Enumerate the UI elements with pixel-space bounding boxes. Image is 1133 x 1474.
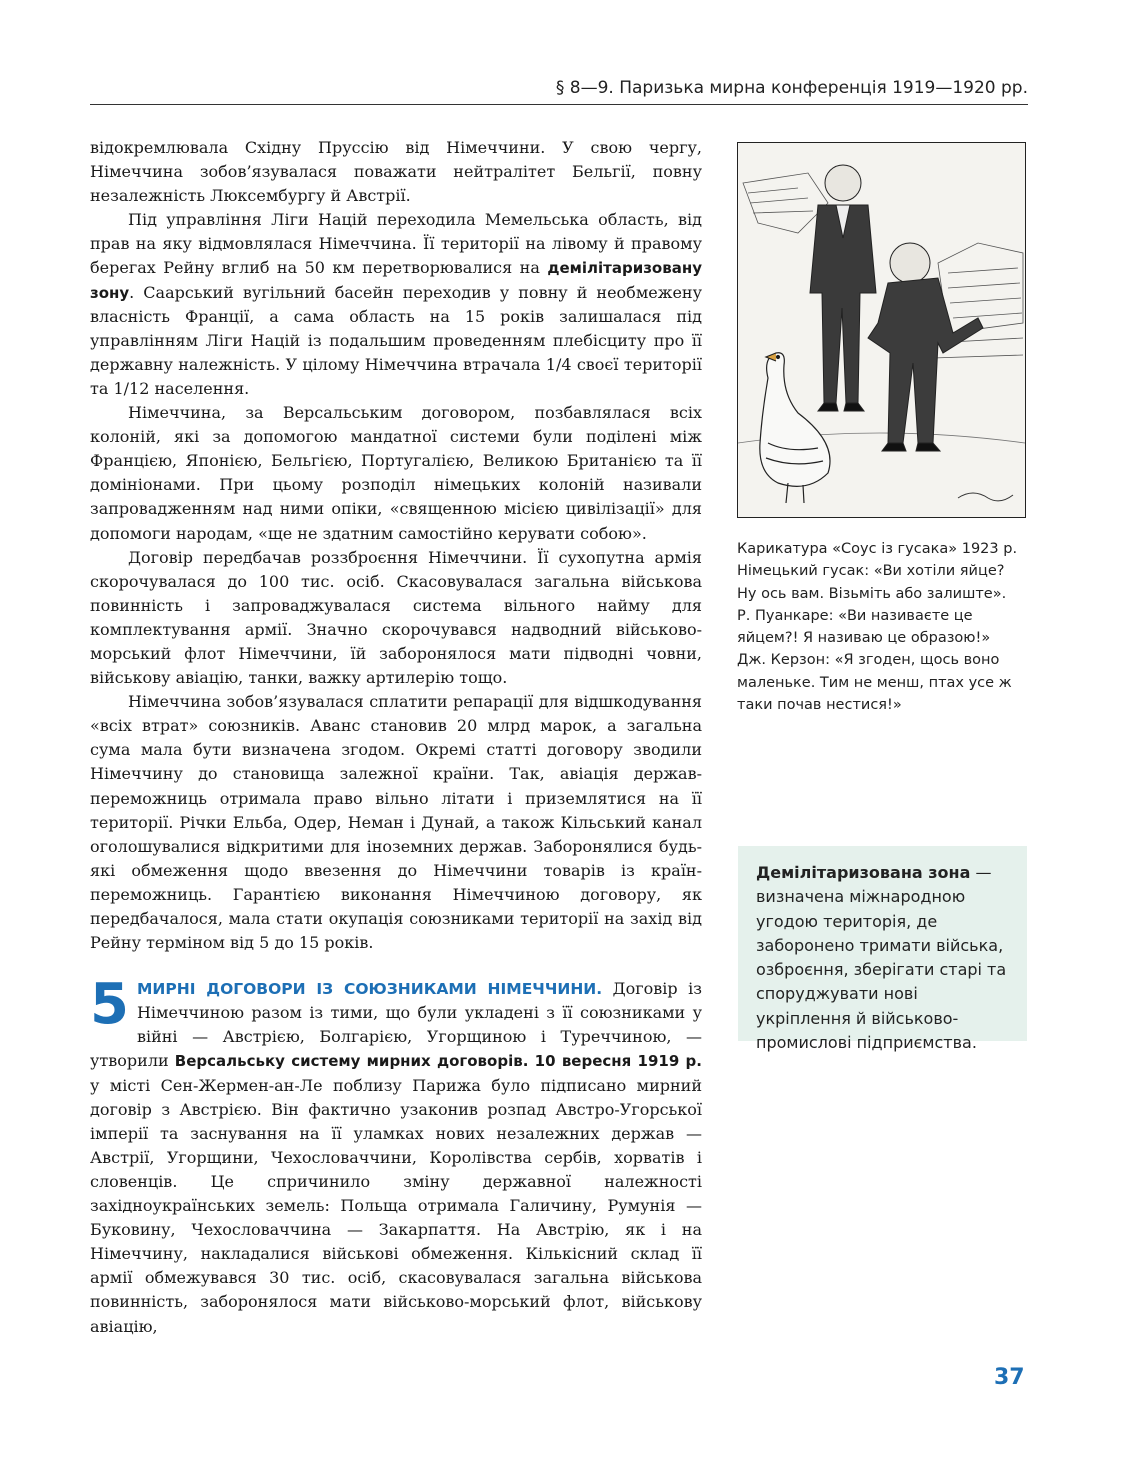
caption-line: Карикатура «Соус із гусака» 1923 р. (737, 541, 1018, 557)
caption-line: Ну ось вам. Візьміть або залиште». (737, 585, 1007, 602)
running-header (90, 78, 1028, 105)
paragraph-2-end: . Саарський вугільний басейн переходив у повну й необмежену власність Франції, а сама область на 15 років залишалася під управлінням Ліги Націй із подальшим проведенням плебісциту про її державну належність. У цілому Німеччина втрачала 1/4 своєї території та 1/12 населення. (90, 282, 702, 398)
paragraph-4: Договір передбачав роззброєння Німеччини. Її сухопутна армія скорочувалася до 100 тис. осіб. Скасовувалася загальна військова повинність і запроваджувалася система вільного найму для комплектування армії. Значно скорочувався надводний військово-морський флот Німеччини, їй заборонялося мати підводні човни, військову авіацію, танки, важку артилерію тощо. (90, 547, 702, 688)
section-title: МИРНІ ДОГОВОРИ ІЗ СОЮЗНИКАМИ НІМЕЧЧИНИ. (136, 980, 603, 999)
caption-line: яйцем?! Я називаю це образою!» (737, 630, 991, 647)
term-versailles-system: Версальську систему мирних договорів. 10 вересня 1919 р. (174, 1052, 702, 1071)
paragraph-3: Німеччина, за Версальським договором, позбавлялася всіх колоній, які за допомогою мандатної системи були поділені між Францією, Японією, Бельгією, Португалією, Великою Британією та її домініонами. При цьому розподіл німецьких колоній називали запровадженням над ними опіки, «священною місією цивілізації» для допомоги народам, «ще не здатним самостійно керувати собою». (90, 403, 702, 543)
caption-line: маленьке. Тим не менш, птах усе ж (737, 674, 1012, 691)
paragraph-2 (90, 208, 702, 401)
definition-term: Демілітаризована зона (756, 863, 971, 882)
paragraph-1: відокремлювала Східну Пруссію від Німеччини. У свою чергу, Німеччина зобов’язувалася поважати нейтралітет Бельгії, повну незалежність Люксембургу й Австрії. (90, 138, 702, 206)
paragraph-5: Німеччина зобов’язувалася сплатити репарації для відшкодування «всіх втрат» союзників. Аванс становив 20 млрд марок, а загальна сума мала бути визначена згодом. Окремі статті договору зводили Німеччину до становища залежної країни. Так, авіація держав-переможниць отримала право вільно літати і приземлятися на її території. Річки Ельба, Одер, Неман і Дунай, а також Кільський канал оголошувалися відкритими для іноземних держав. Заборонялися будь-які обмеження щодо ввезення до Німеччини товарів із країн-переможниць. Гарантією виконання Німеччиною договору, як передбачалося, мала стати окупація союзниками території на захід від Рейну терміном від 5 до 15 років. (90, 692, 702, 953)
paragraph-6-end: у місті Сен-Жермен-ан-Ле поблизу Парижа було підписано мирний договір з Австрією. Він фактично узаконив розпад Австро-Угорської імперії та заснування на її уламках нових незалежних держав — Австрії, Угорщини, Чехословаччини, Королівства сербів, хорватів і словенців. Це спричинило зміну державної належності західноукраїнських земель: Польща отримала Галичину, Румунія — Буковину, Чехословаччина — Закарпаття. На Австрію, як і на Німеччину, накладалися військові обмеження. Кількісний склад її армії обмежувався 30 тис. осіб, скасовувалася загальна військова повинність, заборонялося мати військово-морський флот, військову авіацію, (90, 1075, 702, 1336)
definition-box (738, 846, 1027, 1053)
section-number: 5 (90, 972, 129, 1038)
main-text-column (90, 136, 702, 1339)
term-demilitarized-zone: демілітаризовану зону (90, 259, 702, 302)
caption-line: Р. Пуанкаре: «Ви називаєте це (737, 607, 973, 624)
header-title: § 8—9. Паризька мирна конференція 1919—1920 рр. (555, 78, 1028, 98)
caption-line: таки почав нестися!» (737, 697, 902, 714)
caricature-drawing (738, 143, 1025, 517)
page-number: 37 (994, 1365, 1025, 1390)
caption-line: Німецький гусак: «Ви хотіли яйце? (737, 563, 1005, 580)
paragraph-6-start: Договір із Німеччиною разом із тими, що були укладені з її союзниками у війні — Австрією, Болгарією, Угорщиною і Туреччиною, — утворили (90, 979, 702, 1071)
caption-line: Дж. Керзон: «Я згоден, щось воно (737, 652, 1000, 669)
illustration-caption (737, 538, 1029, 716)
caricature-illustration (737, 142, 1026, 518)
section-5-paragraph (90, 972, 702, 1338)
paragraph-2-start: Під управління Ліги Націй переходила Мемельська область, від прав на яку відмовлялася Німеччина. Її території на лівому й правому берегах Рейну вглиб на 50 км перетворювалися на (90, 210, 702, 278)
definition-text: — визначена міжнародною угодою територія, де заборонено тримати війська, озброєння, зберігати старі та споруджувати нові укріплення й військово-промислові підприємства. (756, 863, 1007, 1053)
